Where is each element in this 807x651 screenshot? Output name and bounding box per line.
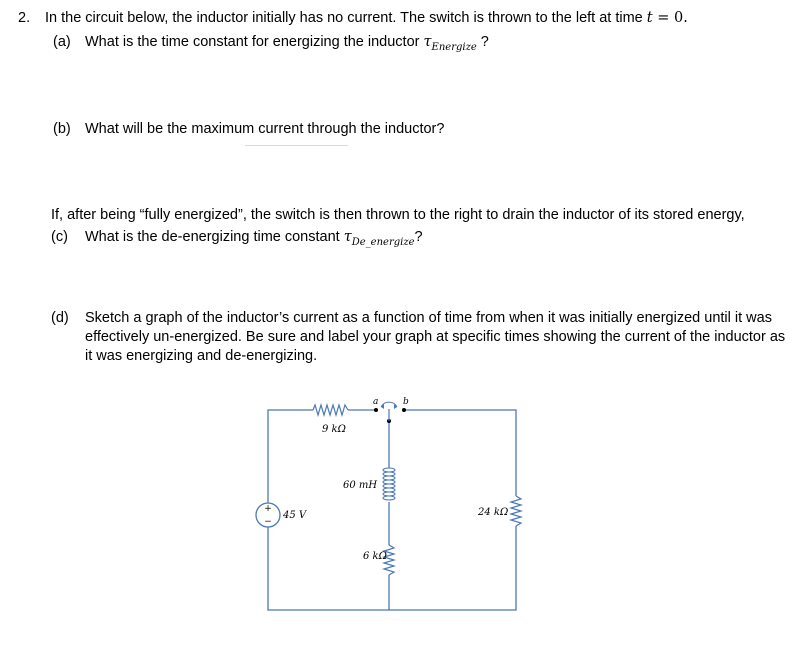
intro-time-var: t [646, 10, 653, 26]
resistor-24k [511, 496, 521, 526]
source-label: 45 V [283, 510, 307, 521]
resistor-24k-label: 24 kΩ [478, 507, 509, 518]
tau-deenergize-symbol: τ [343, 229, 352, 245]
intro-text-start: In the circuit below, the inductor initially has no current. The switch is thrown to the left at time [45, 10, 647, 26]
part-d-label: (d) [51, 310, 69, 326]
inductor-label: 60 mH [343, 480, 378, 491]
resistor-6k-label: 6 kΩ [363, 551, 387, 562]
part-b-label: (b) [53, 121, 71, 137]
part-d-line-3: it was energizing and de-energizing. [85, 348, 318, 364]
part-c-label: (c) [51, 229, 68, 245]
part-b-question: What will be the maximum current through the inductor? [85, 121, 445, 137]
tau-energize-subscript: Energize [431, 42, 477, 53]
source-minus-sign: − [264, 517, 272, 527]
part-a-suffix: ? [476, 34, 489, 50]
wire-left-bottom [268, 527, 389, 610]
part-a-label: (a) [53, 34, 71, 50]
part-d-line-2: effectively un-energized. Be sure and label your graph at specific times showing the current of the inductor as [85, 329, 786, 345]
wire-left-top [268, 410, 313, 503]
part-a-text: What is the time constant for energizing the inductor [85, 34, 424, 50]
intro-text-end: = 0. [652, 10, 688, 26]
problem-number: 2. [18, 10, 31, 26]
wire-right-bottom [389, 526, 516, 610]
part-c-text: What is the de-energizing time constant [85, 229, 344, 245]
resistor-9k [313, 405, 348, 415]
switch-terminal-b: b [403, 397, 409, 407]
source-plus-sign: + [264, 504, 272, 514]
resistor-9k-label: 9 kΩ [322, 424, 346, 435]
bridge-text: If, after being “fully energized”, the switch is then thrown to the right to drain the inductor of its stored energy, [51, 207, 745, 223]
switch-terminal-a: a [373, 397, 379, 407]
wire-right [404, 410, 516, 496]
tau-deenergize-subscript: De_energize [351, 237, 415, 248]
tau-energize-symbol: τ [423, 34, 432, 50]
part-c-suffix: ? [414, 229, 423, 245]
inductor-coil [383, 468, 395, 500]
part-d-line-1: Sketch a graph of the inductor’s current as a function of time from when it was initially energized until it was [85, 310, 772, 326]
switch-icon [374, 402, 406, 423]
